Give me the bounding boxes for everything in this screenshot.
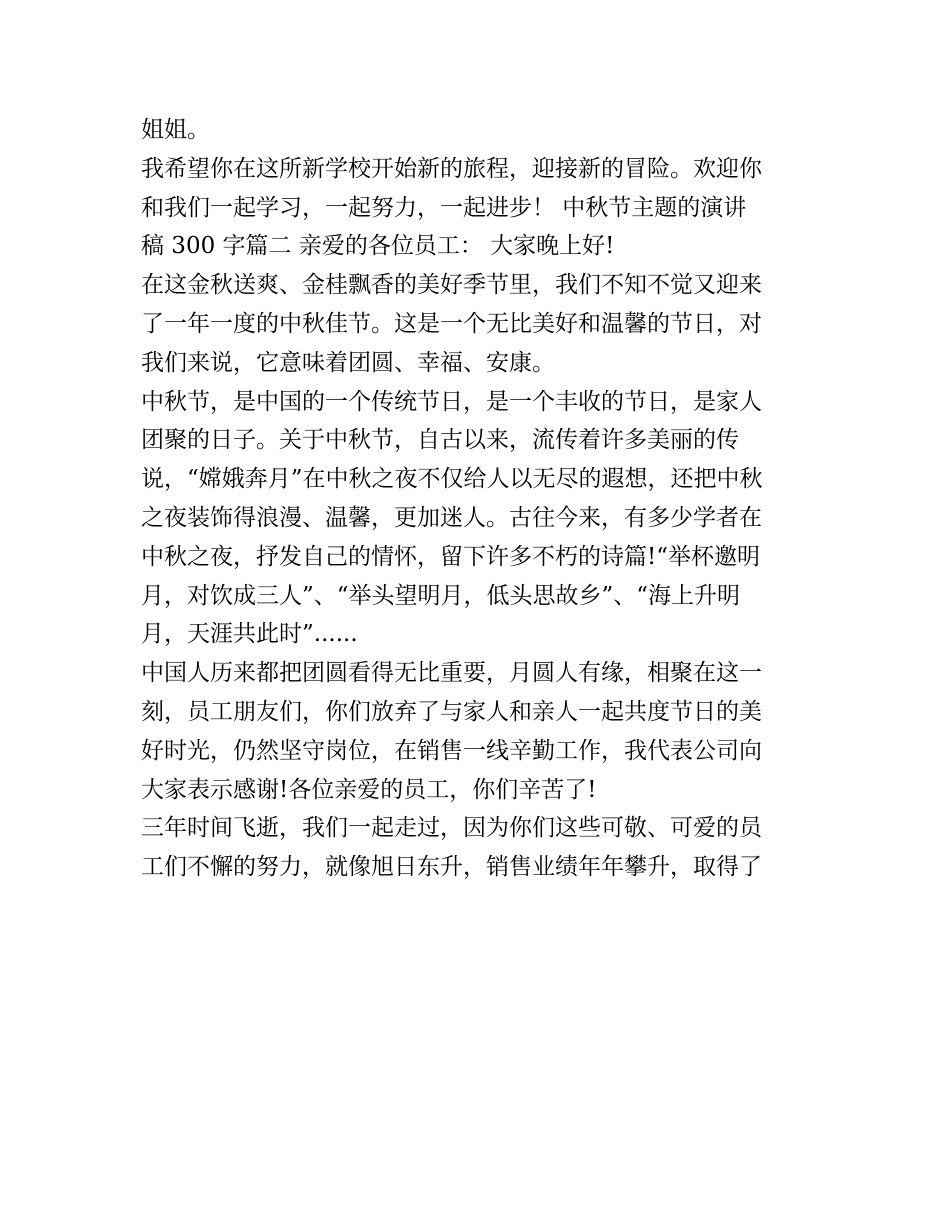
text-line: 月，对饮成三人”、“举头望明月，低头思故乡”、“海上升明: [141, 582, 741, 609]
text-line: 之夜装饰得浪漫、温馨，更加迷人。古往今来，有多少学者在: [141, 504, 762, 531]
text-line: 团聚的日子。关于中秋节，自古以来，流传着许多美丽的传: [141, 427, 739, 454]
text-line: 我希望你在这所新学校开始新的旅程，迎接新的冒险。欢迎你: [141, 155, 762, 182]
text-line: 我们来说，它意味着团圆、幸福、安康。: [141, 349, 555, 376]
text-line: 工们不懈的努力，就像旭日东升，销售业绩年年攀升，取得了: [141, 854, 762, 881]
text-line: 刻，员工朋友们，你们放弃了与家人和亲人一起共度节日的美: [141, 698, 762, 725]
text-line: 了一年一度的中秋佳节。这是一个无比美好和温馨的节日，对: [141, 310, 762, 337]
text-line: 和我们一起学习，一起努力，一起进步！ 中秋节主题的演讲: [141, 194, 747, 221]
text-line: 三年时间飞逝，我们一起走过，因为你们这些可敬、可爱的员: [141, 815, 762, 842]
text-line: 稿 300 字篇二 亲爱的各位员工： 大家晚上好!: [141, 233, 615, 260]
text-line: 姐姐。: [141, 117, 210, 143]
text-line: 大家表示感谢!各位亲爱的员工，你们辛苦了!: [141, 776, 597, 803]
text-line: 说，“嫦娥奔月”在中秋之夜不仅给人以无尽的遐想，还把中秋: [141, 466, 763, 493]
text-line: 好时光，仍然坚守岗位，在销售一线辛勤工作，我代表公司向: [141, 737, 762, 764]
text-line: 月，天涯共此时”......: [141, 621, 358, 648]
text-line: 中国人历来都把团圆看得无比重要，月圆人有缘，相聚在这一: [141, 660, 762, 687]
text-line: 中秋之夜，抒发自己的情怀，留下许多不朽的诗篇!“举杯邀明: [141, 543, 761, 570]
text-line: 在这金秋送爽、金桂飘香的美好季节里，我们不知不觉又迎来: [141, 272, 762, 299]
document-body: [141, 111, 821, 887]
text-line: 中秋节，是中国的一个传统节日，是一个丰收的节日，是家人: [141, 388, 762, 415]
